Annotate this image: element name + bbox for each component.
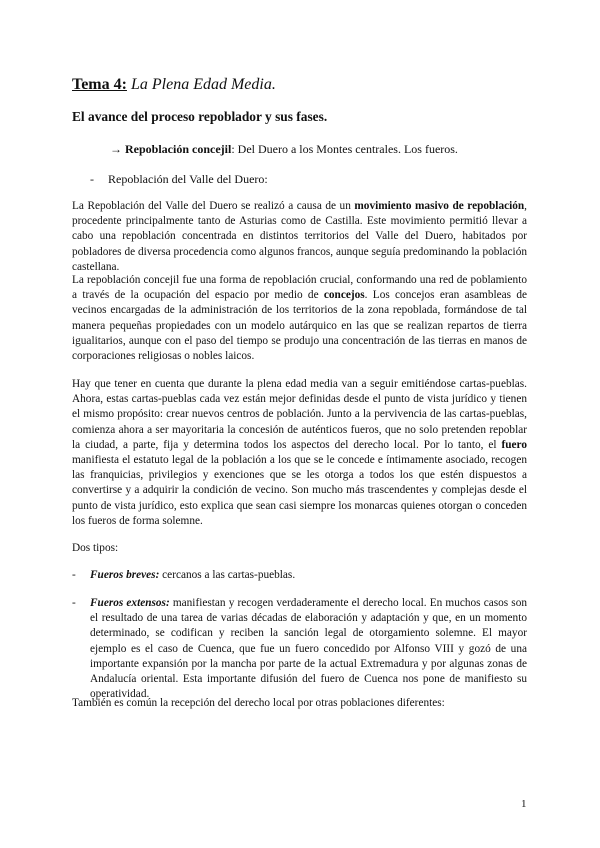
bullet-dash: - bbox=[72, 597, 76, 609]
paragraph-2-bold: concejos bbox=[323, 289, 365, 302]
bullet-text bbox=[90, 596, 527, 702]
paragraph-3-text-b: manifiesta el estatuto legal de la población a los que se le concede e íntimamente asociado, recogen las franquicias, privilegios y exenciones que se les otorga a todos los que estén dispuestos a convertirse y a adquirir la condición de vecino. Son mucho más trascendentes y complejas desde el punto de vista jurídico, esto explica que sean casi siempre los monarcas quienes otorgan o conceden los fueros de forma solemne. bbox=[72, 454, 527, 527]
bullet-bold: Fueros breves: bbox=[90, 569, 160, 581]
arrow-item-text: : Del Duero a los Montes centrales. Los fueros. bbox=[231, 142, 458, 156]
paragraph-1 bbox=[72, 199, 527, 275]
arrow-item-bold: Repoblación concejil bbox=[125, 142, 232, 156]
paragraph-1-text-b: , procedente principalmente tanto de Asturias como de Castilla. Este movimiento permitió llevar a cabo una repoblación concentrada en distintos territorios del Valle del Duero, habitados por pobladores de diversa procedencia como algunos francos, aunque seguía predominando la población castellana. bbox=[72, 200, 527, 273]
paragraph-3-text-a: Hay que tener en cuenta que durante la plena edad media van a seguir emitiéndose cartas-pueblas. Ahora, estas cartas-pueblas cada vez están mejor definidas desde el punto de vista jurídico y tienen el mismo propósito: crear nuevos centros de población. Junto a la pervivencia de las cartas-pueblas, comienza ahora a ser mayoritaria la concesión de auténticos fueros, que no solo pretenden repoblar la ciudad, a parte, fija y determina todos los aspectos del derecho local. Por lo tanto, el bbox=[72, 378, 527, 451]
bullet-fueros-breves bbox=[72, 568, 527, 583]
bullet-bold: Fueros extensos: bbox=[90, 597, 170, 609]
page-title bbox=[72, 76, 276, 94]
paragraph-3 bbox=[72, 377, 527, 529]
dash-item-text: Repoblación del Valle del Duero: bbox=[108, 172, 268, 186]
dash-marker: - bbox=[90, 172, 94, 186]
arrow-item bbox=[110, 142, 458, 157]
title-subtitle: La Plena Edad Media. bbox=[130, 76, 276, 93]
bullet-dash: - bbox=[72, 569, 76, 581]
paragraph-1-bold: movimiento masivo de repoblación bbox=[354, 200, 525, 212]
paragraph-3-bold: fuero bbox=[501, 438, 527, 451]
paragraph-1-text-a: La Repoblación del Valle del Duero se realizó a causa de un bbox=[72, 200, 355, 212]
bullet-body: cercanos a las cartas-pueblas. bbox=[159, 569, 296, 581]
section-title: El avance del proceso repoblador y sus fases. bbox=[72, 109, 328, 124]
paragraph-2-text-b: . Los concejos eran asambleas de vecinos encargadas de la administración de los territorios de la zona repoblada, formándose de tal manera pequeñas propiedades con un modelo autárquico en las que se realizan repartos de tierra igualitarios, aunque con el paso del tiempo se produjo una concentración de las tierras en manos de corporaciones religiosas o nobles laicos. bbox=[72, 289, 528, 363]
arrow-icon: → bbox=[110, 142, 122, 156]
paragraph-types: Dos tipos: bbox=[72, 542, 119, 554]
dash-item bbox=[90, 172, 268, 187]
paragraph-final: También es común la recepción del derecho local por otras poblaciones diferentes: bbox=[72, 697, 445, 709]
paragraph-2-text-a: La repoblación concejil fue una forma de repoblación crucial, conformando una red de poblamiento a través de la ocupación del espacio por medio de bbox=[72, 274, 527, 302]
bullet-fueros-extensos bbox=[72, 596, 527, 702]
page-number: 1 bbox=[521, 798, 527, 810]
title-label: Tema 4: bbox=[72, 76, 127, 93]
bullet-body: manifiestan y recogen verdaderamente el derecho local. En muchos casos son el resultado de una tarea de varias décadas de elaboración y adaptación y que, en un momento determinado, se codifican y reciben la sanción legal de otorgamiento solemne. El mayor ejemplo es el caso de Cuenca, que fue un fuero concedido por Alfonso VIII y gozó de una importante expansión por la mancha por parte de la actual Extremadura y por algunas zonas de Andalucía oriental. Esta importante difusión del fuero de Cuenca nos pone de manifiesto su operatividad. bbox=[90, 597, 527, 701]
bullet-text bbox=[90, 568, 527, 583]
paragraph-2 bbox=[72, 273, 527, 364]
